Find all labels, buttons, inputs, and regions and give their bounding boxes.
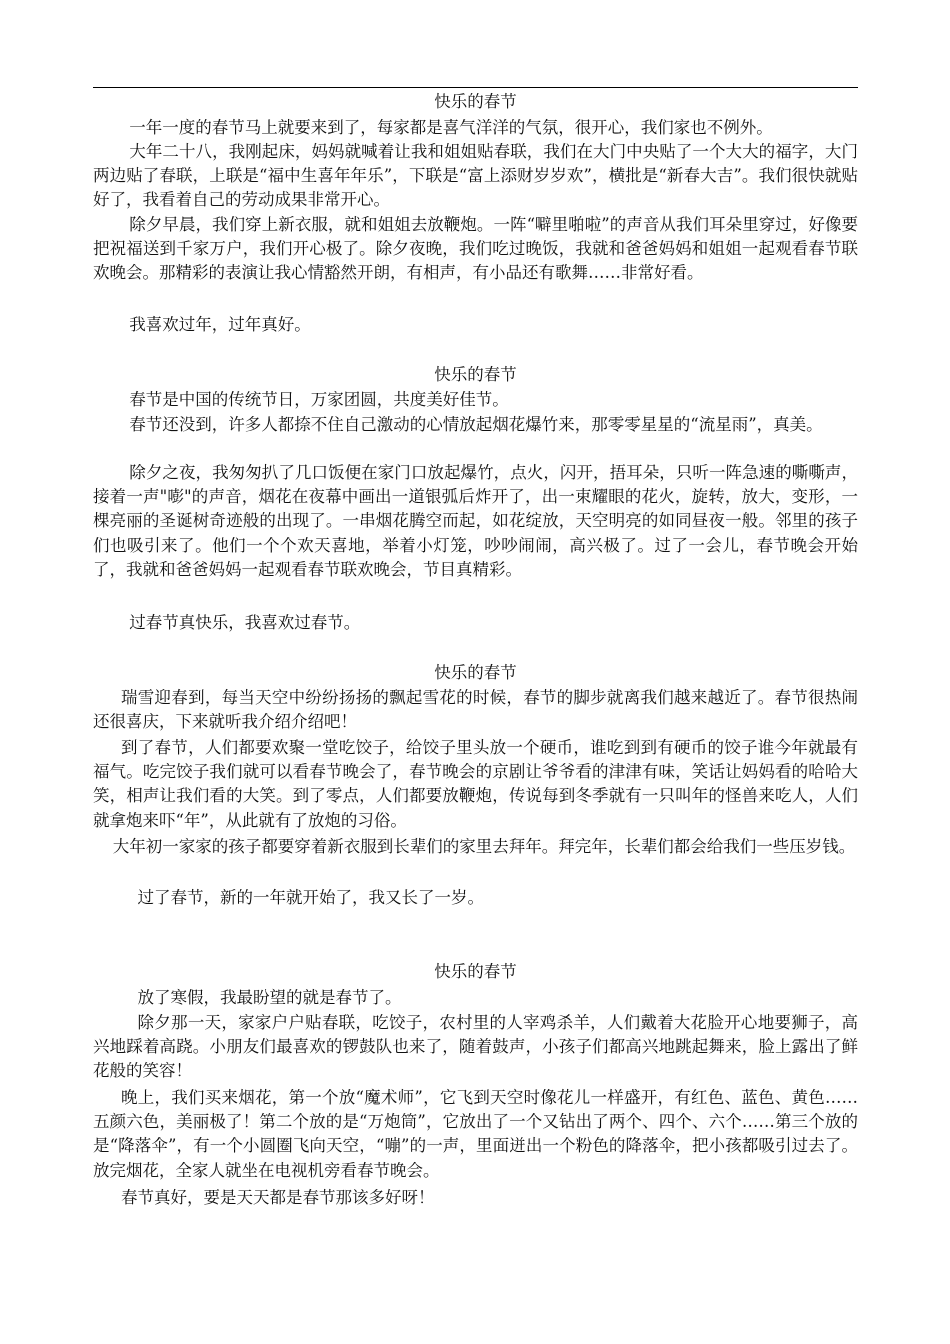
essay-3-paragraph-1: 瑞雪迎春到，每当天空中纷纷扬扬的飘起雪花的时候，春节的脚步就离我们越来越近了。春节很热闹还很喜庆，下来就听我介绍介绍吧！ bbox=[93, 688, 858, 732]
header-rule bbox=[93, 87, 858, 88]
essay-3-paragraph-3: 大年初一家家的孩子都要穿着新衣服到长辈们的家里去拜年。拜完年，长辈们都会给我们一些压岁钱。 bbox=[112, 837, 856, 856]
essay-4-paragraph-3: 晚上，我们买来烟花，第一个放“魔术师”，它飞到天空时像花儿一样盛开，有红色、蓝色、黄色……五颜六色，美丽极了！第二个放的是“万炮筒”，它放出了一个又钻出了两个、四个、六个……第三个放的是“降落伞”，有一个小圆圈飞向天空，“嘣”的一声，里面迸出一个粉色的降落伞，把小孩都吸引过去了。放完烟花，全家人就坐在电视机旁看春节晚会。 bbox=[93, 1088, 858, 1180]
essay-4-paragraph-2: 除夕那一天，家家户户贴春联，吃饺子，农村里的人宰鸡杀羊，人们戴着大花脸开心地要狮子，高兴地踩着高跷。小朋友们最喜欢的锣鼓队也来了，随着鼓声，小孩子们都高兴地跳起舞来，脸上露出了鲜花般的笑容！ bbox=[93, 1013, 858, 1081]
essay-3-paragraph-4: 过了春节，新的一年就开始了，我又长了一岁。 bbox=[137, 888, 485, 907]
essay-1-title: 快乐的春节 bbox=[434, 92, 517, 111]
essay-1-paragraph-4: 我喜欢过年，过年真好。 bbox=[129, 315, 311, 334]
essay-1-paragraph-2: 大年二十八，我刚起床，妈妈就喊着让我和姐姐贴春联，我们在大门中央贴了一个大大的福字，大门两边贴了春联，上联是“福中生喜年年乐”，下联是“富上添财岁岁欢”，横批是“新春大吉”。我们很快就贴好了，我看着自己的劳动成果非常开心。 bbox=[93, 142, 858, 210]
essay-3-paragraph-2: 到了春节，人们都要欢聚一堂吃饺子，给饺子里头放一个硬币，谁吃到到有硬币的饺子谁今年就最有福气。吃完饺子我们就可以看春节晚会了，春节晚会的京剧让爷爷看的津津有味，笑话让妈妈看的哈哈大笑，相声让我们看的大笑。到了零点，人们都要放鞭炮，传说每到冬季就有一只叫年的怪兽来吃人，人们就拿炮来吓“年”，从此就有了放炮的习俗。 bbox=[93, 738, 858, 830]
essay-2-paragraph-2: 春节还没到，许多人都捺不住自己激动的心情放起烟花爆竹来，那零零星星的“流星雨”，真美。 bbox=[129, 415, 823, 434]
essay-1-paragraph-3: 除夕早晨，我们穿上新衣服，就和姐姐去放鞭炮。一阵“噼里啪啦”的声音从我们耳朵里穿过，好像要把祝福送到千家万户，我们开心极了。除夕夜晚，我们吃过晚饭，我就和爸爸妈妈和姐姐一起观看春节联欢晚会。那精彩的表演让我心情豁然开朗，有相声，有小品还有歌舞……非常好看。 bbox=[93, 215, 858, 283]
essay-2-paragraph-4: 过春节真快乐，我喜欢过春节。 bbox=[129, 613, 361, 632]
essay-1-paragraph-1: 一年一度的春节马上就要来到了，每家都是喜气洋洋的气氛，很开心，我们家也不例外。 bbox=[129, 118, 773, 137]
essay-4-paragraph-4: 春节真好，要是天天都是春节那该多好呀！ bbox=[121, 1188, 435, 1207]
essay-2-paragraph-1: 春节是中国的传统节日，万家团圆，共度美好佳节。 bbox=[129, 390, 509, 409]
essay-3-title: 快乐的春节 bbox=[434, 663, 517, 682]
essay-4-title: 快乐的春节 bbox=[434, 962, 517, 981]
essay-4-paragraph-1: 放了寒假，我最盼望的就是春节了。 bbox=[137, 988, 402, 1007]
essay-2-title: 快乐的春节 bbox=[434, 365, 517, 384]
essay-2-paragraph-3: 除夕之夜，我匆匆扒了几口饭便在家门口放起爆竹，点火，闪开，捂耳朵，只听一阵急速的嘶嘶声，接着一声"嘭"的声音，烟花在夜幕中画出一道银弧后炸开了，出一束耀眼的花火，旋转，放大，变形，一棵亮丽的圣诞树奇迹般的出现了。一串烟花腾空而起，如花绽放，天空明亮的如同昼夜一般。邻里的孩子们也吸引来了。他们一个个欢天喜地，举着小灯笼，吵吵闹闹，高兴极了。过了一会儿，春节晚会开始了，我就和爸爸妈妈一起观看春节联欢晚会，节目真精彩。 bbox=[93, 463, 858, 579]
